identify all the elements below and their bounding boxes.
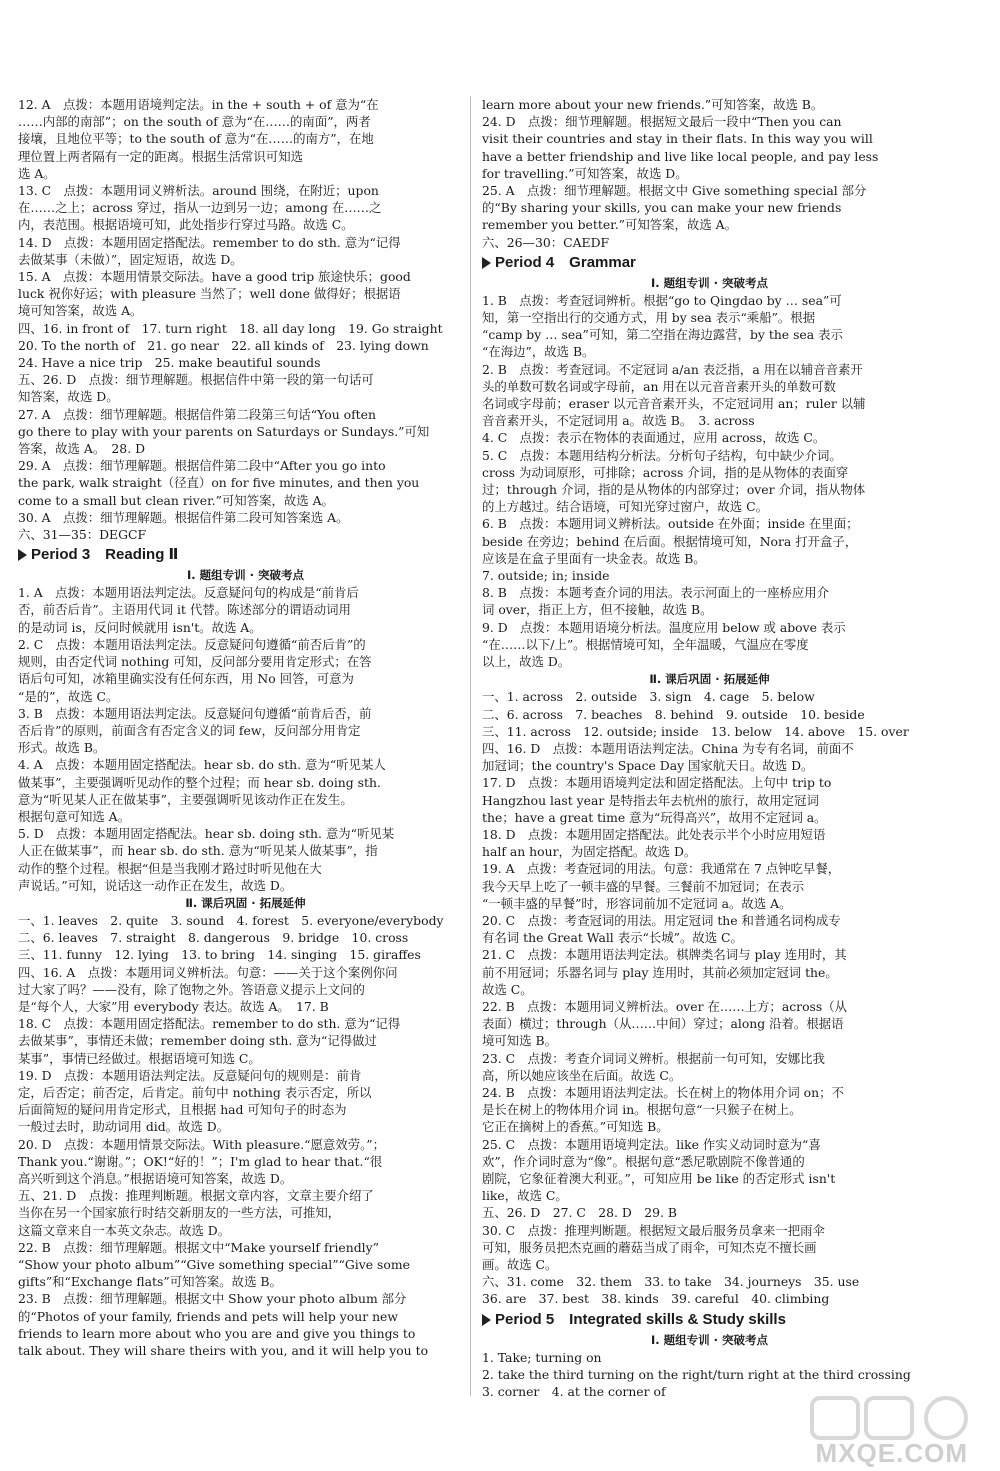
period-heading xyxy=(482,1309,937,1331)
answer-line: 意为“听见某人正在做某事”，主要强调听见该动作正在发生。 xyxy=(18,791,353,807)
answer-line: 故选 C。 xyxy=(482,981,533,997)
answer-line: 当你在另一个国家旅行时结交新朋友的一些方法，可推知， xyxy=(18,1205,341,1221)
answer-line: 4. C 点拨：表示在物体的表面通过，应用 across，故选 C。 xyxy=(482,430,826,446)
answer-line: 2. B 点拨：考查冠词。不定冠词 a/an 表泛指，a 用在以辅音音素开 xyxy=(482,361,863,377)
answer-line: “是的”，故选 C。 xyxy=(18,688,119,704)
answer-line: 过大家了吗？——没有，除了饱物之外。答语意义提示上文问的 xyxy=(18,981,365,997)
answer-line: “一顿丰盛的早餐”时，形容词前加不定冠词 a。故选 A。 xyxy=(482,895,792,911)
answer-line: 选 A。 xyxy=(18,165,56,181)
answer-line: 1. B 点拨：考查冠词辨析。根据“go to Qingdao by … sea”可 xyxy=(482,292,842,308)
period-heading xyxy=(482,252,937,274)
column-divider xyxy=(470,96,471,1396)
answer-line: 知，第一空指出行的交通方式，用 by sea 表示“乘船”。根据 xyxy=(482,310,816,326)
answer-line: 24. Have a nice trip 25. make beautiful sounds xyxy=(18,355,321,371)
answer-line: 后面简短的疑问用肯定形式，且根据 had 可知句子的时态为 xyxy=(18,1102,347,1118)
answer-line: 可知，服务员把杰克画的蘑菇当成了雨伞，可知杰克不擅长画 xyxy=(482,1239,817,1255)
answer-line: 境可知选 B。 xyxy=(482,1033,557,1049)
answer-line: gifts”和“Exchange flats”可知答案。故选 B。 xyxy=(18,1274,282,1290)
answer-line: half an hour，为固定搭配。故选 D。 xyxy=(482,844,697,860)
watermark-text: MXQE.COM xyxy=(815,1438,968,1468)
answer-line: beside 在旁边；behind 在后面。根据情境可知，Nora 打开盒子， xyxy=(482,533,858,549)
answer-line: 1. Take; turning on xyxy=(482,1349,602,1365)
answer-line: 24. D 点拨：细节理解题。根据短文最后一段中“Then you can xyxy=(482,114,842,130)
answer-line: 接壤，且地位平等；to the south of 意为“在……的南方”，在地 xyxy=(18,131,374,147)
answer-line: 是“每个人，大家”用 everybody 表达。故选 A。 17. B xyxy=(18,998,329,1014)
answer-line: friends to learn more about who you are and give you things to xyxy=(18,1325,416,1341)
answer-line: 2. C 点拨：本题用语法判定法。反意疑问句遵循“前否后肯”的 xyxy=(18,636,366,652)
answer-line: 20. C 点拨：考查冠词的用法。用定冠词 the 和普通名词构成专 xyxy=(482,912,841,928)
answer-line: 的是动词 is，反问时候就用 isn't。故选 A。 xyxy=(18,619,262,635)
answer-line: 四、16. A 点拨：本题用词义辨析法。句意：——关于这个案例你问 xyxy=(18,964,398,980)
answer-line: 欢”，作介词时意为“像”。根据句意“悉尼歌剧院不像普通的 xyxy=(482,1153,805,1169)
answer-line: 一般过去时，助动词用 did。故选 D。 xyxy=(18,1119,230,1135)
answer-line: come to a small but clean river.”可知答案，故选 A。 xyxy=(18,492,334,508)
answer-line: 高兴听到这个消息。”根据语境可知答案，故选 D。 xyxy=(18,1170,293,1186)
section-heading: Ⅱ. 课后巩固 · 拓展延伸 xyxy=(649,672,770,687)
answer-line: luck 祝你好运；with pleasure 当然了；well done 做得好；根据语 xyxy=(18,286,401,302)
period-heading-text: Period 5 Integrated skills & Study skills xyxy=(495,1310,786,1328)
answer-line: 3. B 点拨：本题用语法判定法。反意疑问句遵循“前肯后否，前 xyxy=(18,705,372,721)
answer-line: 剧院，它象征着澳大利亚。”，可知应用 be like 的否定形式 isn't xyxy=(482,1170,836,1186)
answer-line: 三、11. funny 12. lying 13. to bring 14. singing 15. giraffes xyxy=(18,947,421,963)
answer-line: 20. D 点拨：本题用情景交际法。With pleasure.“愿意效劳。”； xyxy=(18,1136,385,1152)
answer-line: 规则，由否定代词 nothing 可知，反问部分要用肯定形式；在答 xyxy=(18,654,372,670)
answer-line: 22. B 点拨：本题用词义辨析法。over 在……上方；across（从 xyxy=(482,998,848,1014)
answer-line: 23. B 点拨：细节理解题。根据文中 Show your photo album 部分 xyxy=(18,1291,407,1307)
answer-line: 答案，故选 A。 28. D xyxy=(18,441,145,457)
answer-line: the park, walk straight（径直）on for five minutes, and then you xyxy=(18,475,420,491)
answer-line: 境可知答案，故选 A。 xyxy=(18,303,143,319)
section-heading: Ⅰ. 题组专训 · 突破考点 xyxy=(650,1332,769,1347)
answer-line: 五、26. D 27. C 28. D 29. B xyxy=(482,1205,677,1221)
answer-line: 形式。故选 B。 xyxy=(18,740,106,756)
answer-line: 有名词 the Great Wall 表示“长城”。故选 C。 xyxy=(482,930,743,946)
section-heading: Ⅱ. 课后巩固 · 拓展延伸 xyxy=(185,895,306,910)
answer-line: 19. D 点拨：本题用语法判定法。反意疑问句的规则是：前肯 xyxy=(18,1067,362,1083)
answer-line: 人正在做某事”，而 hear sb. do sth. 意为“听见某人做某事”，指 xyxy=(18,843,378,859)
answer-line: 一、1. across 2. outside 3. sign 4. cage 5. below xyxy=(482,689,815,705)
answer-line: 过；through 介词，指的是从物体的内部穿过；over 介词，指从物体 xyxy=(482,482,866,498)
answer-line: 画。故选 C。 xyxy=(482,1257,558,1272)
answer-line: 声说话。”可知，说话这一动作正在发生，故选 D。 xyxy=(18,877,293,893)
answer-line: 去做某事（未做）”，固定短语，故选 D。 xyxy=(18,251,243,267)
answer-line: 30. A 点拨：细节理解题。根据信件第二段可知答案选 A。 xyxy=(18,509,349,525)
answer-line: 内，表范围。根据语境可知，此处指步行穿过马路。故选 C。 xyxy=(18,217,354,233)
answer-line: 7. outside; in; inside xyxy=(482,568,610,584)
answer-line: 21. C 点拨：本题用语法判定法。棋牌类名词与 play 连用时，其 xyxy=(482,947,847,963)
answer-line: 5. C 点拨：本题用结构分析法。分析句子结构，句中缺少介词。 xyxy=(482,447,842,463)
answer-line: 23. C 点拨：考查介词词义辨析。根据前一句可知，安娜比我 xyxy=(482,1050,825,1066)
answer-line: remember you better.”可知答案，故选 A。 xyxy=(482,217,737,233)
answer-line: 3. corner 4. at the corner of xyxy=(482,1384,666,1400)
answer-line: visit their countries and stay in their flats. In this way you will xyxy=(482,131,873,147)
answer-line: 否，前否后肯”。主语用代词 it 代替。陈述部分的谓语动词用 xyxy=(18,602,351,618)
answer-line: 加冠词；the country's Space Day 国家航天日。故选 D。 xyxy=(482,758,814,774)
answer-line: 六、31—35：DEGCF xyxy=(18,527,147,543)
answer-line: 8. B 点拨：本题考查介词的用法。表示河面上的一座桥应用介 xyxy=(482,585,830,601)
answer-line: have a better friendship and live like local people, and pay less xyxy=(482,148,879,164)
answer-line: Hangzhou last year 是特指去年去杭州的旅行，故用定冠词 xyxy=(482,792,819,808)
answer-line: 五、21. D 点拨：推理判断题。根据文章内容，文章主要介绍了 xyxy=(18,1188,374,1204)
answer-line: 4. A 点拨：本题用固定搭配法。hear sb. do sth. 意为“听见某人 xyxy=(18,757,386,773)
answer-line: “Show your photo album”“Give something special”“Give some xyxy=(18,1257,410,1272)
period-heading-text: Period 3 Reading Ⅱ xyxy=(31,546,179,564)
answer-line: 19. A 点拨：考查冠词的用法。句意：我通常在 7 点钟吃早餐， xyxy=(482,861,841,877)
answer-line: talk about. They will share theirs with you, and it will help you to xyxy=(18,1343,429,1359)
answer-line: 三、11. across 12. outside; inside 13. below 14. above 15. over xyxy=(482,723,909,739)
answer-line: 在……之上；across 穿过，指从一边到另一边；among 在……之 xyxy=(18,200,382,216)
answer-line: for travelling.”可知答案，故选 D。 xyxy=(482,165,688,181)
answer-line: 高，所以她应该坐在后面。故选 C。 xyxy=(482,1067,682,1083)
answer-line: 27. A 点拨：细节理解题。根据信件第二段第三句话“You often xyxy=(18,406,376,422)
answer-line: the；have a great time 意为“玩得高兴”，故用不定冠词 a。 xyxy=(482,809,827,825)
section-heading: Ⅰ. 题组专训 · 突破考点 xyxy=(186,568,305,583)
answer-line: 一、1. leaves 2. quite 3. sound 4. forest 5. everyone/everybody xyxy=(18,912,444,928)
answer-line: 29. A 点拨：细节理解题。根据信件第二段中“After you go into xyxy=(18,458,386,474)
answer-line: 我今天早上吃了一顿丰盛的早餐。三餐前不加冠词；在表示 xyxy=(482,878,805,894)
answer-line: 15. A 点拨：本题用情景交际法。have a good trip 旅途快乐；good xyxy=(18,269,411,285)
answer-line: 14. D 点拨：本题用固定搭配法。remember to do sth. 意为“记得 xyxy=(18,234,401,250)
left-column xyxy=(18,96,473,1359)
answer-line: 四、16. D 点拨：本题用语法判定法。China 为专有名词，前面不 xyxy=(482,740,854,756)
answer-line: 音音素开头，不定冠词用 a。故选 B。 3. across xyxy=(482,413,755,429)
right-column xyxy=(482,96,937,1400)
answer-line: 头的单数可数名词或字母前，an 用在以元音音素开头的单数可数 xyxy=(482,378,836,394)
answer-line: “camp by … sea”可知，第二空指在海边露营，by the sea 表示 xyxy=(482,327,843,343)
answer-line: 的“Photos of your family, friends and pets will help your new xyxy=(18,1308,398,1324)
answer-line: 理位置上两者隔有一定的距离。根据生活常识可知选 xyxy=(18,148,303,164)
answer-line: 二、6. across 7. beaches 8. behind 9. outside 10. beside xyxy=(482,706,865,722)
answer-line: 应该是在盒子里面有一块金表。故选 B。 xyxy=(482,550,706,566)
answer-line: 根据句意可知选 A。 xyxy=(18,808,131,824)
answer-line: 名词或字母前；eraser 以元音音素开头，不定冠词用 an；ruler 以辅 xyxy=(482,396,866,412)
answer-line: 前不用冠词；乐器名词与 play 连用时，其前必须加定冠词 the。 xyxy=(482,964,838,980)
answer-line: 五、26. D 点拨：细节理解题。根据信件中第一段的第一句话可 xyxy=(18,372,374,388)
section-heading: Ⅰ. 题组专训 · 突破考点 xyxy=(650,275,769,290)
answer-line: 25. A 点拨：细节理解题。根据文中 Give something special 部分 xyxy=(482,183,867,199)
answer-line: 24. B 点拨：本题用语法判定法。长在树上的物体用介词 on；不 xyxy=(482,1084,844,1100)
answer-line: 定，后否定；前否定，后肯定。前句中 nothing 表示否定，所以 xyxy=(18,1084,372,1100)
answer-line: 20. To the north of 21. go near 22. all kinds of 23. lying down xyxy=(18,337,429,353)
answer-line: 18. D 点拨：本题用固定搭配法。此处表示半个小时应用短语 xyxy=(482,826,826,842)
answer-line: 9. D 点拨：本题用语境分析法。温度应用 below 或 above 表示 xyxy=(482,619,846,635)
answer-line: 的上方越过。结合语境，可知光穿过窗户，故选 C。 xyxy=(482,499,769,515)
answer-line: 否后肯”的原则，前面含有否定含义的词 few，反问部分用肯定 xyxy=(18,722,361,738)
answer-line: 5. D 点拨：本题用固定搭配法。hear sb. doing sth. 意为“听见某 xyxy=(18,826,395,842)
answer-line: 25. C 点拨：本题用语境判定法。like 作实义动词时意为“喜 xyxy=(482,1136,821,1152)
answer-line: Thank you.“谢谢。”；OK!“好的！”；I'm glad to hear that.“很 xyxy=(18,1153,383,1169)
answer-line: 它正在摘树上的香蕉。”可知选 B。 xyxy=(482,1119,669,1135)
answer-line: 语后句可知，冰箱里确实没有任何东西，用 No 回答，可意为 xyxy=(18,671,354,687)
period-heading xyxy=(18,544,473,566)
answer-line: 1. A 点拨：本题用语法判定法。反意疑问句的构成是“前肯后 xyxy=(18,585,359,601)
period-heading-text: Period 4 Grammar xyxy=(495,253,636,271)
answer-line: “在……以下/上”。根据情境可知，全年温暖，气温应在零度 xyxy=(482,636,809,652)
answer-line: 以上，故选 D。 xyxy=(482,654,571,670)
answer-line: 这篇文章来自一本英文杂志。故选 D。 xyxy=(18,1222,231,1238)
answer-line: 13. C 点拨：本题用词义辨析法。around 围绕，在附近；upon xyxy=(18,183,379,199)
triangle-marker-icon xyxy=(18,549,27,561)
triangle-marker-icon xyxy=(482,1314,491,1326)
answer-line: “在海边”，故选 B。 xyxy=(482,344,595,360)
answer-line: 知答案，故选 D。 xyxy=(18,389,119,405)
answer-line: 2. take the third turning on the right/turn right at the third crossing xyxy=(482,1366,911,1382)
answer-line: 二、6. leaves 7. straight 8. dangerous 9. bridge 10. cross xyxy=(18,930,409,946)
triangle-marker-icon xyxy=(482,257,491,269)
answer-line: 做某事”，主要强调听见动作的整个过程；而 hear sb. doing sth. xyxy=(18,774,381,790)
answer-line: 36. are 37. best 38. kinds 39. careful 40. climbing xyxy=(482,1291,830,1307)
answer-line: cross 为动词原形，可排除；across 介词，指的是从物体的表面穿 xyxy=(482,464,849,480)
answer-line: ……内部的南部”；on the south of 意为“在……的南面”，两者 xyxy=(18,114,371,130)
answer-line: 六、26—30：CAEDF xyxy=(482,234,610,250)
answer-line: 22. B 点拨：细节理解题。根据文中“Make yourself friendly” xyxy=(18,1239,379,1255)
answer-line: 12. A 点拨：本题用语境判定法。in the + south + of 意为“在 xyxy=(18,97,379,112)
answer-line: 30. C 点拨：推理判断题。根据短文最后服务员拿来一把雨伞 xyxy=(482,1222,825,1238)
answer-line: 的“By sharing your skills, you can make your new friends xyxy=(482,200,842,216)
answer-line: learn more about your new friends.”可知答案，故选 B。 xyxy=(482,97,824,112)
answer-line: 词 over，指正上方，但不接触，故选 B。 xyxy=(482,602,713,618)
answer-line: 18. C 点拨：本题用固定搭配法。remember to do sth. 意为“记得 xyxy=(18,1016,401,1032)
answer-line: 6. B 点拨：本题用词义辨析法。outside 在外面；inside 在里面； xyxy=(482,516,859,532)
answer-line: 六、31. come 32. them 33. to take 34. journeys 35. use xyxy=(482,1274,860,1290)
answer-line: 某事”，事情已经做过。根据语境可知选 C。 xyxy=(18,1050,261,1066)
answer-line: 是长在树上的物体用介词 in。根据句意“一只猴子在树上。 xyxy=(482,1102,802,1118)
answer-line: 动作的整个过程。根据“但是当我刚才路过时听见他在大 xyxy=(18,860,322,876)
answer-line: like，故选 C。 xyxy=(482,1188,568,1204)
answer-line: 四、16. in front of 17. turn right 18. all day long 19. Go straight xyxy=(18,320,443,336)
answer-line: 去做某事”，事情还未做；remember doing sth. 意为“记得做过 xyxy=(18,1033,377,1049)
answer-line: 表面）横过；through（从……中间）穿过；along 沿着。根据语 xyxy=(482,1016,844,1032)
answer-line: go there to play with your parents on Saturdays or Sundays.”可知 xyxy=(18,423,430,439)
answer-line: 17. D 点拨：本题用语境判定法和固定搭配法。上句中 trip to xyxy=(482,775,832,791)
